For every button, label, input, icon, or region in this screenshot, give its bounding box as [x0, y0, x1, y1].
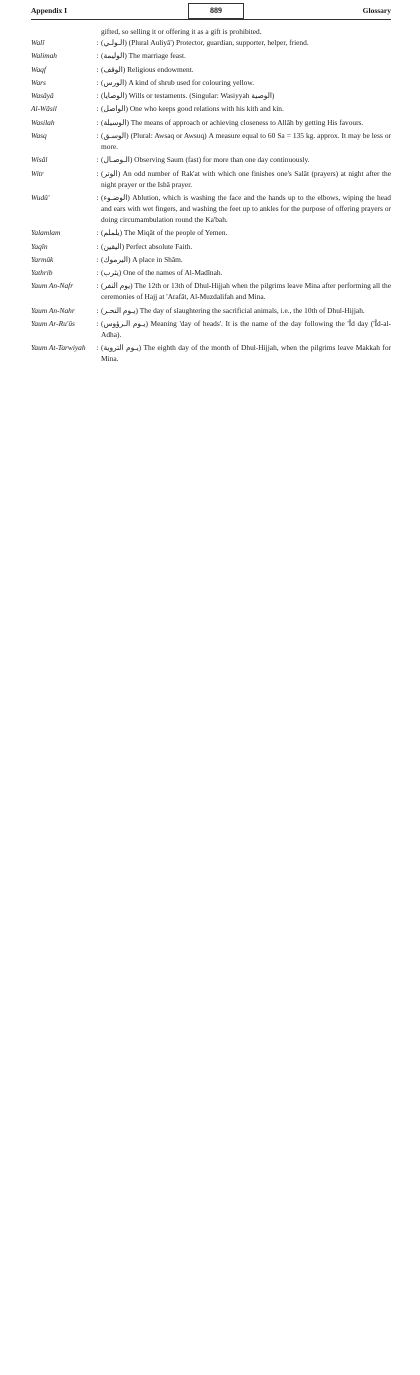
separator: :: [96, 192, 99, 202]
glossary-entry: [31, 64, 391, 75]
glossary-entry: [31, 117, 391, 128]
separator: :: [96, 343, 99, 353]
glossary-term: Wasilah: [31, 117, 55, 127]
glossary-term: Walimah: [31, 51, 58, 61]
glossary-term: Yalamlam: [31, 228, 61, 238]
glossary-entry: [31, 192, 391, 225]
glossary-definition: (يثرب) One of the names of Al-Madînah.: [101, 268, 223, 278]
separator: :: [96, 168, 99, 178]
page-header: [31, 6, 391, 18]
separator: :: [96, 77, 99, 87]
header-section-label: Glossary: [362, 6, 391, 15]
glossary-term: Yaum An-Nafr: [31, 281, 74, 291]
glossary-entry: [31, 227, 391, 238]
glossary-entry: [31, 103, 391, 114]
glossary-entry: [31, 168, 391, 190]
glossary-entry: [31, 305, 391, 316]
glossary-definition: (الوسـق) (Plural: Awsaq or Awsuq) A measure equal to 60 Sa = 135 kg. approx. It may be less or more.: [101, 131, 391, 152]
glossary-term: Walî: [31, 38, 45, 47]
glossary-term: Witr: [31, 168, 44, 178]
separator: :: [96, 51, 99, 61]
glossary-entry: [31, 130, 391, 152]
glossary-definition: (اليرموك) A place in Shâm.: [101, 254, 183, 264]
glossary-term: Yarmûk: [31, 254, 54, 264]
glossary-term: Yaum Ar-Ru'ûs: [31, 319, 75, 329]
glossary-definition: (الوضـوء) Ablution, which is washing the face and the hands up to the elbows, wiping the head and ears with wet fingers, and washing the feet up to ankles for the purpose of offering prayers or doing circumambulation round the Ka'bah.: [101, 192, 391, 224]
header-rule: [31, 19, 391, 20]
glossary-definition: (يـوم الـرؤوس) Meaning 'day of heads'. It is the name of the day following the 'Îd day ('Îd-al-Adha).: [101, 319, 391, 340]
glossary-definition: (الـولـي) (Plural Auliyâ') Protector, guardian, supporter, helper, friend.: [101, 38, 309, 47]
separator: :: [96, 117, 99, 127]
glossary-entry: [31, 318, 391, 340]
glossary-entry: [31, 77, 391, 88]
glossary-definition: (يـوم التروية) The eighth day of the month of Dhul-Hijjah, when the pilgrims leave Makkah for Mina.: [101, 343, 391, 364]
glossary-term: Yaum At-Tarwiyah: [31, 343, 86, 353]
glossary-entry: [31, 50, 391, 61]
glossary-definition: (يلملم) The Miqât of the people of Yemen.: [101, 228, 228, 238]
glossary-term: Yaum An-Nahr: [31, 305, 75, 315]
glossary-entry: [31, 280, 391, 302]
glossary-term: Yathrib: [31, 268, 53, 278]
glossary-definition: (اليقين) Perfect absolute Faith.: [101, 241, 193, 251]
glossary-definition: (الورس) A kind of shrub used for colouring yellow.: [101, 77, 255, 87]
glossary-definition: (الوقف) Religious endowment.: [101, 64, 194, 74]
glossary-entry: [31, 342, 391, 364]
separator: :: [96, 319, 99, 329]
glossary-definition: (الوصايا) Wills or testaments. (Singular: Wasiyyah الوصية): [101, 91, 275, 101]
glossary-term: Wars: [31, 77, 46, 87]
glossary-definition: (الوتر) An odd number of Rak'at with which one finishes one's Salât (prayers) at night after the night prayer or the Ishâ prayer.: [101, 168, 391, 189]
glossary-definition: (الواصل) One who keeps good relations with his kith and kin.: [101, 104, 284, 114]
page-number: 889: [188, 3, 244, 19]
separator: :: [96, 254, 99, 264]
glossary-term: Wudû': [31, 192, 50, 202]
glossary-entry: [31, 90, 391, 101]
header-appendix-label: Appendix I: [31, 6, 68, 15]
glossary-definition: (الوسيلة) The means of approach or achieving closeness to Allâh by getting His favours.: [101, 117, 364, 127]
glossary-definition: (الوليمة) The marriage feast.: [101, 51, 186, 61]
continued-definition: gifted, so selling it or offering it as a gift is prohibited.: [101, 27, 262, 36]
glossary-term: Waqf: [31, 64, 46, 74]
glossary-definition: (يوم النفر) The 12th or 13th of Dhul-Hijjah when the pilgrims leave Mina after performing all the ceremonies of Hajj at 'Arafât, Al-Muzdalifah and Mina.: [101, 281, 391, 302]
glossary-entry: [31, 254, 391, 265]
separator: :: [96, 64, 99, 74]
separator: :: [96, 281, 99, 291]
separator: :: [96, 268, 99, 278]
separator: :: [96, 38, 99, 47]
glossary-entry: [31, 154, 391, 165]
glossary-entries: [31, 37, 391, 367]
glossary-definition: (يـوم النحـر) The day of slaughtering the sacrificial animals, i.e., the 10th of Dhul-Hijjah.: [101, 305, 365, 315]
separator: :: [96, 104, 99, 114]
glossary-entry: [31, 241, 391, 252]
glossary-entry: [31, 37, 391, 48]
separator: :: [96, 305, 99, 315]
separator: :: [96, 228, 99, 238]
glossary-term: Al-Wâsil: [31, 104, 57, 114]
separator: :: [96, 131, 99, 141]
glossary-term: Wasq: [31, 131, 47, 141]
glossary-term: Wisâl: [31, 155, 48, 165]
separator: :: [96, 241, 99, 251]
glossary-definition: (الـوصـال) Observing Saum (fast) for more than one day continuously.: [101, 155, 310, 165]
separator: :: [96, 155, 99, 165]
separator: :: [96, 91, 99, 101]
glossary-term: Wasâyâ: [31, 91, 54, 101]
glossary-entry: [31, 267, 391, 278]
glossary-term: Yaqîn: [31, 241, 48, 251]
